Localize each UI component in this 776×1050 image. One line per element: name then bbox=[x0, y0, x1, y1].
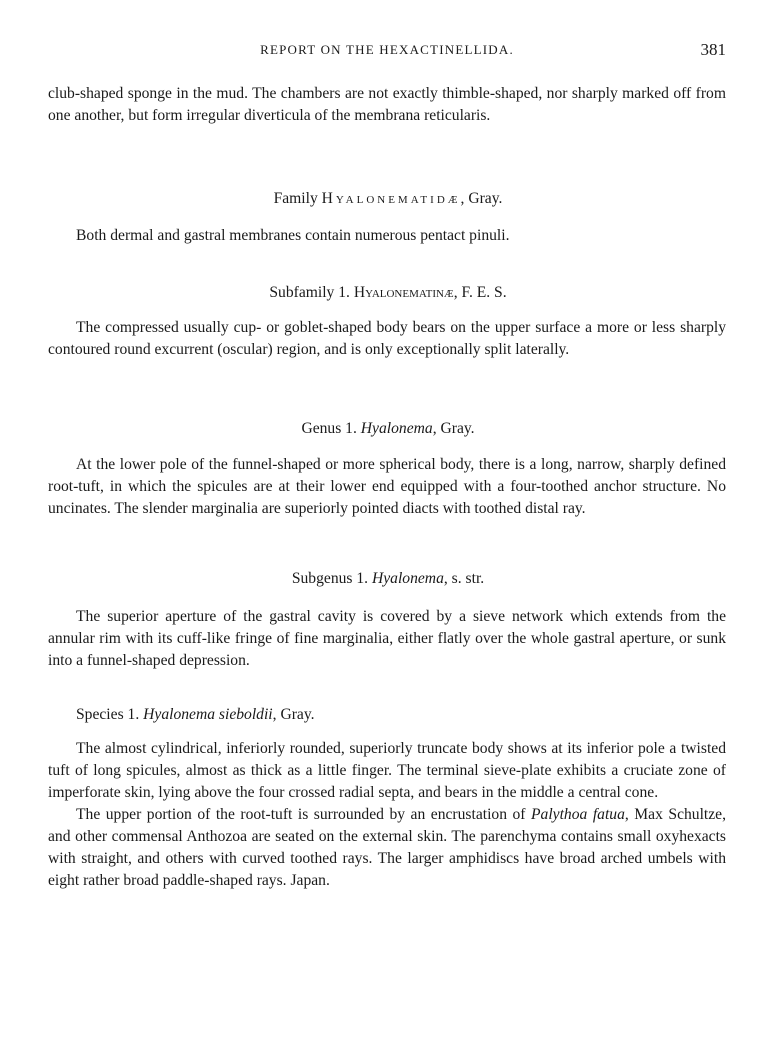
running-head: REPORT ON THE HEXACTINELLIDA. bbox=[260, 42, 514, 57]
subfamily-name: Hyalonematinæ bbox=[353, 284, 454, 301]
family-author: , Gray. bbox=[460, 190, 503, 207]
genus-prefix: Genus 1. bbox=[301, 420, 357, 437]
genus-description-block bbox=[48, 454, 726, 520]
subgenus-author: , s. str. bbox=[443, 570, 485, 587]
page-header bbox=[48, 40, 726, 64]
species-name: Hyalonema sieboldii bbox=[143, 706, 273, 723]
subgenus-name: Hyalonema bbox=[371, 570, 444, 587]
species-description-block bbox=[48, 738, 726, 892]
species-paragraph-2 bbox=[48, 804, 726, 892]
species-paragraph-2-end: , Max Schultze, and other commensal Anthozoa are seated on the external skin. The parenchyma contains small oxyhexacts with straight, and others with curved toothed rays. The larger amphidiscs have broad arched umbels with eight rather broad paddle-shaped rays. Japan. bbox=[48, 806, 726, 889]
subfamily-description: The compressed usually cup- or goblet-shaped body bears on the upper surface a more or less sharply contoured round excurrent (oscular) region, and is only exceptionally split laterally. bbox=[48, 319, 726, 358]
species-author: , Gray. bbox=[272, 706, 315, 723]
family-heading bbox=[0, 188, 776, 210]
family-prefix: Family bbox=[273, 190, 318, 207]
genus-author: , Gray. bbox=[432, 420, 475, 437]
genus-description: At the lower pole of the funnel-shaped or more spherical body, there is a long, narrow, sharply defined root-tuft, in which the spicules are at their lower end equipped with a four-toothed anchor structure. No uncinates. The slender marginalia are superiorly pointed diacts with toothed distal ray. bbox=[48, 456, 726, 517]
species-paragraph-1: The almost cylindrical, inferiorly rounded, superiorly truncate body shows at its inferior pole a twisted tuft of long spicules, almost as thick as a little finger. The terminal sieve-plate exhibits a cruciate zone of imperforate skin, lying above the four crossed radial septa, and bears in the middle a central cone. bbox=[48, 740, 726, 801]
family-name: Hyalonematidæ bbox=[321, 190, 461, 207]
family-description-block bbox=[76, 225, 726, 247]
subgenus-heading bbox=[0, 568, 776, 590]
family-description: Both dermal and gastral membranes contain numerous pentact pinuli. bbox=[76, 227, 510, 244]
subgenus-description: The superior aperture of the gastral cavity is covered by a sieve network which extends from the annular rim with its cuff-like fringe of fine marginalia, either flatly over the whole gastral aperture, or sunk into a funnel-shaped depression. bbox=[48, 608, 726, 669]
subfamily-prefix: Subfamily 1. bbox=[269, 284, 350, 301]
page-number: 381 bbox=[700, 40, 726, 59]
genus-heading bbox=[0, 418, 776, 440]
species-heading bbox=[76, 704, 315, 726]
subfamily-description-block bbox=[48, 317, 726, 361]
genus-name: Hyalonema bbox=[360, 420, 433, 437]
subgenus-description-block bbox=[48, 606, 726, 672]
intro-paragraph-block bbox=[48, 83, 726, 127]
intro-paragraph: club-shaped sponge in the mud. The chambers are not exactly thimble-shaped, nor sharply marked off from one another, but form irregular diverticula of the membrana reticularis. bbox=[48, 85, 726, 124]
subfamily-heading bbox=[0, 282, 776, 304]
commensal-species-name: Palythoa fatua bbox=[531, 806, 625, 823]
species-paragraph-2-start: The upper portion of the root-tuft is surrounded by an encrustation of bbox=[76, 806, 532, 823]
subgenus-prefix: Subgenus 1. bbox=[291, 570, 369, 587]
subfamily-author: , F. E. S. bbox=[453, 284, 507, 301]
species-prefix: Species 1. bbox=[76, 706, 140, 723]
